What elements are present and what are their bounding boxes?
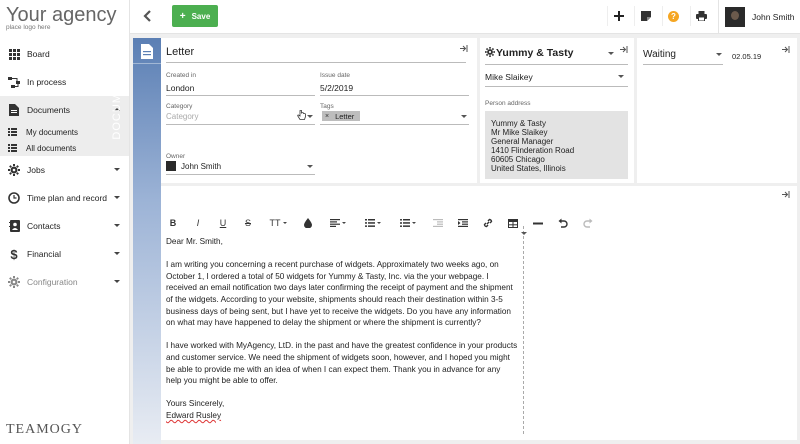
nav-item-board[interactable] [0, 40, 129, 68]
letter-closing: Yours Sincerely, [166, 399, 225, 409]
chevron-down-icon [618, 75, 624, 78]
category-label: Category [166, 103, 193, 110]
nav-label: Documents [27, 105, 70, 115]
hand-cursor-icon [297, 110, 306, 121]
nav-label: In process [27, 77, 67, 87]
nav-sub-label: All documents [26, 143, 77, 153]
teamogy-logo: TEAMOGY [6, 422, 83, 437]
dollar-icon: $ [10, 246, 18, 262]
address-line: 1410 Flinderation Road [491, 146, 575, 155]
nav-sub-label: My documents [26, 127, 79, 137]
add-button[interactable] [607, 6, 629, 26]
nav-label: Time plan and record [27, 193, 108, 203]
collapse-icon[interactable] [782, 191, 790, 198]
document-details-panel [161, 38, 477, 183]
nav-subitem-all-documents[interactable] [0, 140, 129, 156]
chevron-down-icon [716, 53, 722, 56]
redo-icon [583, 218, 593, 228]
nav-item-configuration[interactable] [0, 268, 129, 296]
underline-button[interactable]: U [219, 218, 227, 228]
letter-greeting: Dear Mr. Smith, [166, 237, 223, 246]
note-button[interactable] [634, 6, 656, 26]
nav-item-documents[interactable] [0, 96, 129, 124]
horizontal-rule-button[interactable] [531, 216, 545, 230]
agency-logo[interactable] [6, 4, 116, 31]
help-icon [668, 11, 679, 22]
main-nav [0, 40, 129, 296]
bullet-list-icon [400, 219, 410, 227]
documents-submenu [0, 124, 129, 156]
owner-select[interactable]: John Smith [181, 162, 222, 171]
content-area [111, 34, 800, 444]
table-icon [508, 219, 518, 228]
plus-icon: + [179, 10, 186, 22]
person-address-label: Person address [485, 100, 531, 107]
sidebar [0, 0, 130, 444]
flow-icon [8, 76, 20, 88]
align-left-icon [330, 219, 340, 227]
address-line: 60605 Chicago [491, 155, 545, 164]
chevron-down-icon [114, 168, 120, 171]
undo-button[interactable] [556, 216, 570, 230]
close-icon[interactable]: × [325, 112, 330, 120]
back-button[interactable] [140, 8, 154, 24]
indent-icon [458, 219, 468, 227]
nav-label: Contacts [27, 221, 61, 231]
ordered-list-button[interactable] [361, 216, 385, 230]
company-select[interactable]: Yummy & Tasty [496, 47, 574, 59]
save-label: Save [191, 11, 211, 21]
chevron-left-icon [143, 10, 151, 22]
list-icon [8, 128, 17, 137]
italic-button[interactable]: I [196, 218, 200, 228]
outdent-button[interactable] [431, 216, 445, 230]
indent-button[interactable] [456, 216, 470, 230]
letter-paragraph: I am writing you concerning a recent purchase of widgets. Approximately two weeks ago, on October 1, I ordered a total of 50 widgets for Yummy & Tasty, Inc. via the your webpage. I received an email notification two days later confirming the receipt of payment and the shipment of the widgets. According to your website, shipments should reach their destination within 3-5 business days of being sent, but I have yet to receive the widgets. Do you have any information on what may have happened to delay the shipment or where the shipment is currently? [166, 260, 513, 328]
table-button[interactable] [506, 216, 520, 230]
settings-icon [8, 276, 20, 288]
align-button[interactable] [326, 216, 350, 230]
tags-label: Tags [320, 103, 334, 110]
text-size-button[interactable]: TT [266, 216, 290, 230]
tag-chip[interactable] [322, 111, 360, 121]
save-button[interactable] [172, 5, 218, 27]
address-line: General Manager [491, 137, 554, 146]
nav-label: Financial [27, 249, 62, 259]
chevron-down-icon [521, 232, 527, 235]
title-input[interactable]: Letter [166, 46, 195, 58]
nav-subitem-my-documents[interactable] [0, 124, 129, 140]
category-select[interactable]: Category [166, 112, 199, 121]
collapse-icon[interactable] [460, 45, 468, 52]
document-icon [8, 104, 20, 116]
note-icon [641, 11, 651, 21]
address-line: United States, Illinois [491, 164, 566, 173]
created-in-label: Created in [166, 72, 196, 79]
link-button[interactable] [481, 216, 495, 230]
chevron-down-icon [114, 280, 120, 283]
letter-body[interactable] [166, 236, 518, 422]
logo-title: Your agency [6, 4, 117, 26]
horizontal-rule-icon [533, 222, 543, 225]
letter-paragraph: I have worked with MyAgency, LtD. in the past and have the greatest confidence in your products and customer service. We need the shipment of widgets soon, however, and I hoped you might be able to provide me with an idea of when I can expect them. Thank you in advance for any help you might be able to offer. [166, 341, 518, 386]
editor-toolbar [166, 212, 606, 234]
owner-label: Owner [166, 153, 186, 160]
contacts-icon [8, 220, 20, 232]
document-strip [111, 38, 161, 444]
outdent-icon [433, 219, 443, 227]
clock-icon [8, 192, 20, 204]
address-line: Yummy & Tasty [491, 119, 546, 128]
print-icon [696, 11, 707, 21]
nav-item-financial[interactable] [0, 240, 129, 268]
print-button[interactable] [690, 6, 712, 26]
collapse-icon[interactable] [782, 46, 790, 53]
person-address-box[interactable] [485, 111, 628, 179]
nav-label: Configuration [27, 277, 78, 287]
link-icon [483, 218, 493, 228]
user-menu[interactable] [718, 0, 800, 34]
user-name: John Smith [752, 12, 795, 22]
nav-item-contacts[interactable] [0, 212, 129, 240]
nav-label: Board [27, 49, 50, 59]
undo-icon [558, 218, 568, 228]
nav-label: Jobs [27, 165, 45, 175]
chevron-down-icon [307, 115, 313, 118]
bold-button[interactable]: B [169, 218, 177, 228]
gear-icon [8, 164, 20, 176]
company-panel [480, 38, 634, 183]
chevron-down-icon [307, 165, 313, 168]
collapse-icon[interactable] [620, 46, 628, 53]
tag-label: Letter [335, 111, 355, 121]
svg-text:?: ? [671, 11, 676, 21]
logo-subtitle: place logo here [6, 24, 51, 31]
issue-date-field[interactable]: 5/2/2019 [320, 83, 354, 93]
top-toolbar [130, 0, 800, 34]
document-strip-label: DOCUMENT [111, 68, 124, 140]
redo-button[interactable] [581, 216, 595, 230]
address-line: Mr Mike Slaikey [491, 128, 548, 137]
list-icon [8, 144, 17, 153]
status-date[interactable]: 02.05.19 [732, 52, 762, 61]
letter-editor [161, 186, 797, 440]
nav-item-jobs[interactable] [0, 156, 129, 184]
text-color-button[interactable] [301, 216, 315, 230]
status-select[interactable]: Waiting [643, 49, 676, 60]
plus-icon [614, 11, 624, 21]
chevron-down-icon [608, 52, 614, 55]
document-icon [141, 44, 153, 59]
nav-item-in-process[interactable] [0, 68, 129, 96]
status-panel [637, 38, 797, 183]
chevron-down-icon [461, 115, 467, 118]
nav-item-time-plan[interactable] [0, 184, 129, 212]
avatar [725, 7, 745, 27]
letter-signature: Edward Rusley [166, 410, 222, 420]
owner-avatar [166, 161, 176, 171]
issue-date-label: Issue date [320, 72, 350, 79]
created-in-field[interactable]: London [166, 83, 195, 93]
person-select[interactable]: Mike Slaikey [485, 72, 533, 82]
ordered-list-icon [365, 219, 375, 227]
bullet-list-button[interactable] [396, 216, 420, 230]
chevron-down-icon [114, 252, 120, 255]
gear-icon [485, 47, 495, 57]
droplet-icon [304, 218, 312, 228]
strikethrough-button[interactable]: S [244, 218, 251, 228]
page-break-line [523, 226, 524, 434]
chevron-down-icon [114, 224, 120, 227]
chevron-down-icon [114, 196, 120, 199]
grid-icon [8, 48, 20, 60]
help-button[interactable] [662, 6, 684, 26]
